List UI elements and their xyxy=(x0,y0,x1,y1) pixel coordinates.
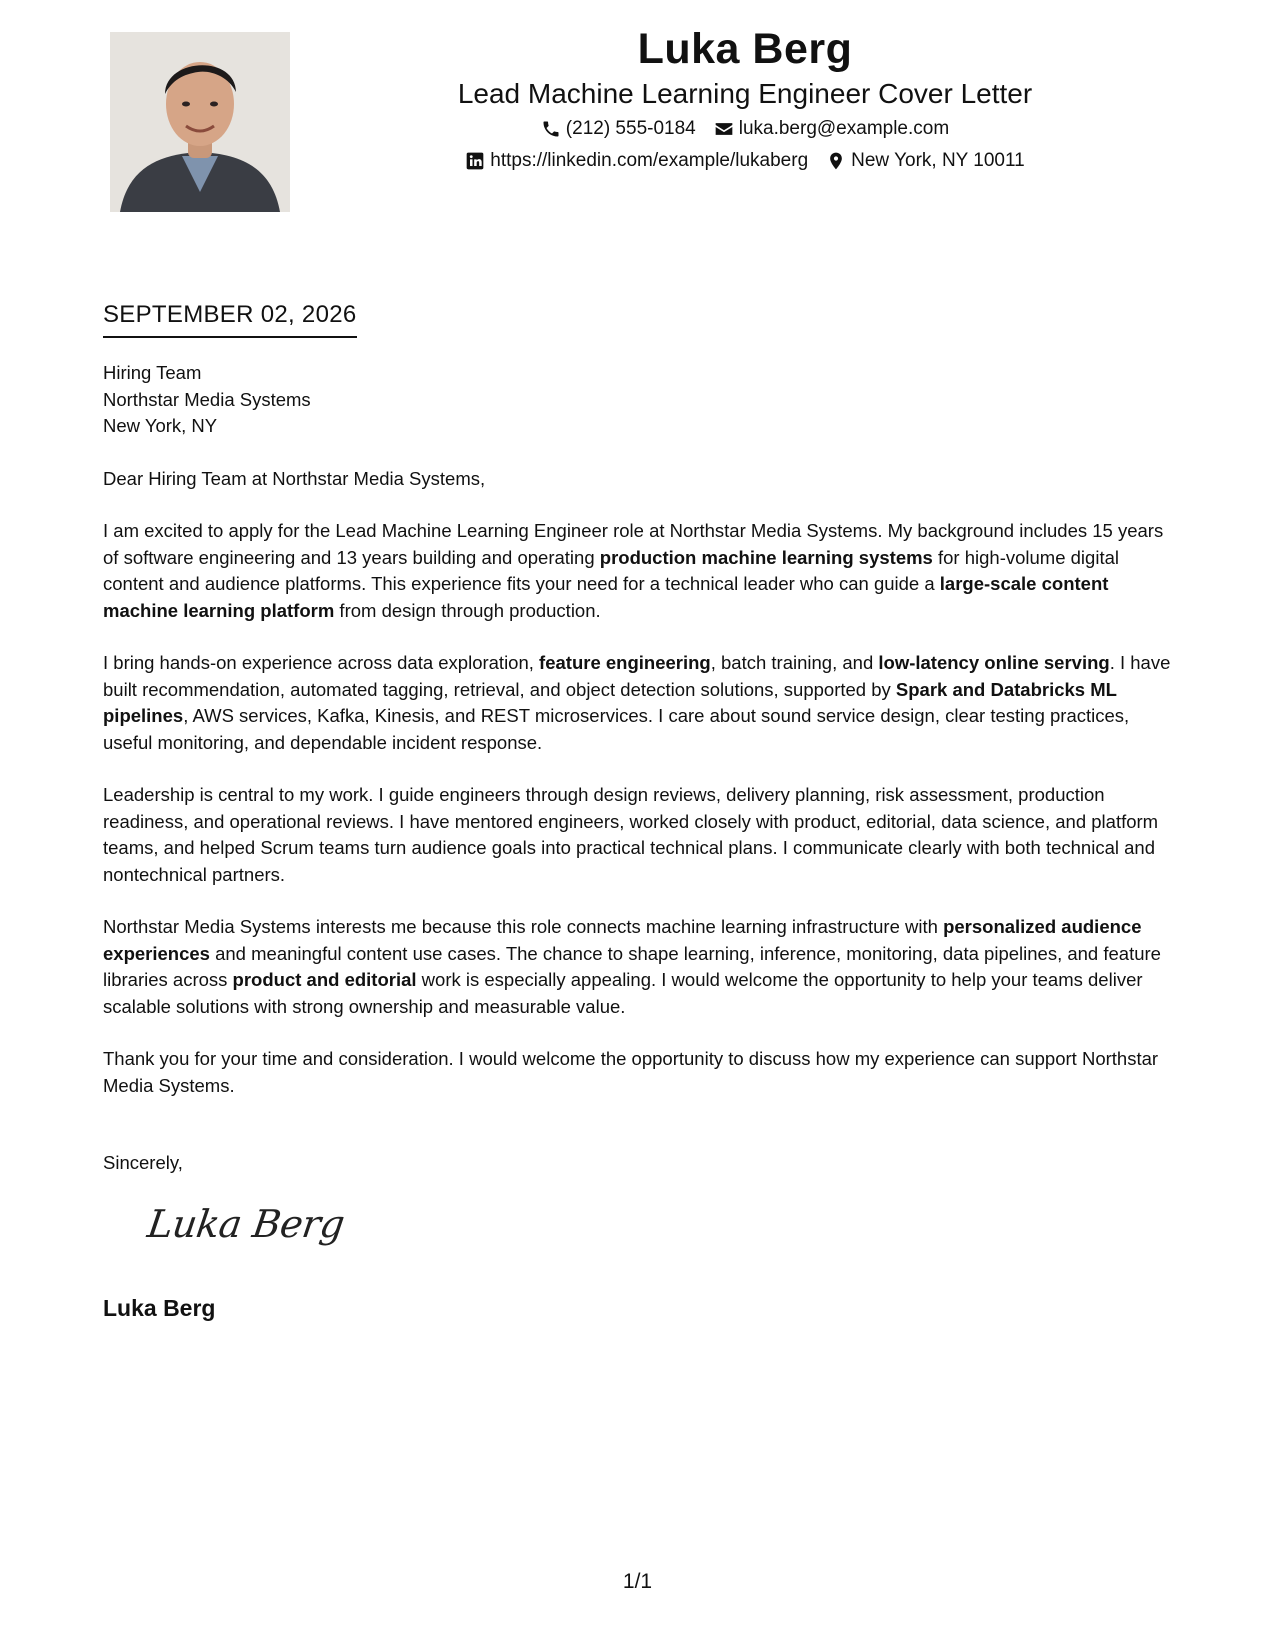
phone-contact xyxy=(541,114,696,144)
letter-date: SEPTEMBER 02, 2026 xyxy=(103,300,357,338)
signer-name: Luka Berg xyxy=(103,1295,216,1321)
text-run: Leadership is central to my work. I guide engineers through design reviews, delivery planning, risk assessment, production readiness, and operational reviews. I have mentored engineers, worked closely with product, editorial, data science, and platform teams, and helped Scrum teams turn audience goals into practical technical plans. I communicate clearly with both technical and nontechnical partners. xyxy=(103,784,1159,885)
linkedin-url[interactable]: https://linkedin.com/example/lukaberg xyxy=(490,150,809,171)
map-pin-icon xyxy=(826,151,846,171)
text-run: for high-volume digital content and audience platforms. This experience fits your need for a technical leader who can guide a xyxy=(103,546,1119,594)
profile-photo xyxy=(110,32,290,212)
body-paragraph xyxy=(103,782,1178,888)
location-text: New York, NY 10011 xyxy=(851,150,1025,171)
text-run: , batch training, and xyxy=(710,652,879,673)
text-run: work is especially appealing. I would welcome the opportunity to help your teams deliver scalable solutions with strong ownership and measurable value. xyxy=(103,969,1143,1017)
bold-phrase: low-latency online serving xyxy=(878,652,1110,673)
handwritten-signature: Luka Berg xyxy=(144,1202,347,1246)
contact-row-1 xyxy=(300,114,1190,144)
bold-phrase: Spark and Databricks ML pipelines xyxy=(103,678,1117,726)
linkedin-contact[interactable] xyxy=(465,146,808,176)
bold-phrase: production machine learning systems xyxy=(599,546,933,568)
letter-header xyxy=(300,22,1190,176)
recipient-line: Hiring Team xyxy=(103,362,202,383)
text-run: and meaningful content use cases. The chance to shape learning, inference, monitoring, data pipelines, and feature libraries across xyxy=(103,942,1161,990)
recipient-line: New York, NY xyxy=(103,415,218,436)
text-run: I am excited to apply for the Lead Machine Learning Engineer role at Northstar Media Systems. My background includes 15 years of software engineering and 13 years building and operating xyxy=(103,520,1164,568)
location-contact xyxy=(826,146,1025,176)
salutation: Dear Hiring Team at Northstar Media Systems, xyxy=(103,468,486,489)
text-run: Northstar Media Systems interests me because this role connects machine learning infrastructure with xyxy=(103,916,944,937)
bold-phrase: feature engineering xyxy=(539,652,711,673)
phone-icon xyxy=(541,119,561,139)
applicant-name: Luka Berg xyxy=(637,25,853,73)
contact-row-2 xyxy=(300,146,1190,176)
bold-phrase: large-scale content machine learning platform xyxy=(103,573,1109,621)
letter-body xyxy=(103,518,1178,1125)
closing: Sincerely, xyxy=(103,1152,183,1173)
person-portrait-image xyxy=(110,32,290,212)
recipient-block xyxy=(103,360,311,440)
page-number: 1/1 xyxy=(622,1570,653,1593)
linkedin-icon xyxy=(465,151,485,171)
document-title: Lead Machine Learning Engineer Cover Letter xyxy=(457,78,1033,109)
email-address[interactable]: luka.berg@example.com xyxy=(738,118,950,139)
text-run: , AWS services, Kafka, Kinesis, and REST microservices. I care about sound service design, clear testing practices, useful monitoring, and dependable incident response. xyxy=(103,705,1130,753)
text-run: Thank you for your time and consideration. I would welcome the opportunity to discuss how my experience can support Northstar Media Systems. xyxy=(103,1048,1159,1096)
bold-phrase: product and editorial xyxy=(232,969,417,990)
phone-number: (212) 555-0184 xyxy=(565,118,696,139)
text-run: . I have built recommendation, automated tagging, retrieval, and object detection solutions, supported by xyxy=(103,652,1171,700)
body-paragraph xyxy=(103,518,1178,624)
body-paragraph xyxy=(103,914,1178,1020)
envelope-icon xyxy=(714,119,734,139)
bold-phrase: personalized audience experiences xyxy=(103,916,1142,964)
body-paragraph xyxy=(103,650,1178,756)
body-paragraph xyxy=(103,1046,1178,1099)
recipient-line: Northstar Media Systems xyxy=(103,388,311,410)
email-contact[interactable] xyxy=(714,114,949,144)
text-run: from design through production. xyxy=(334,599,601,621)
text-run: I bring hands-on experience across data exploration, xyxy=(103,652,540,673)
